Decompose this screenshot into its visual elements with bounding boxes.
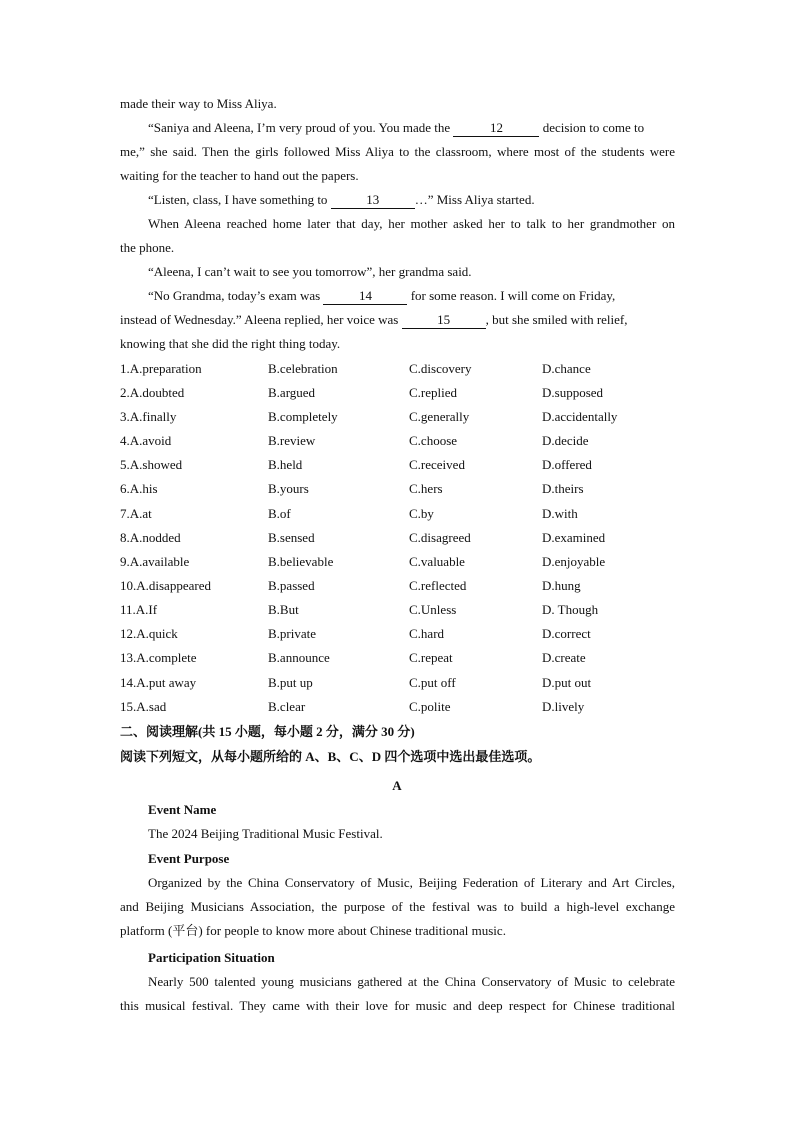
- option-c: C.Unless: [409, 602, 457, 617]
- event-name-heading: Event Name: [148, 802, 217, 817]
- option-b: B.review: [268, 433, 316, 448]
- passage-line-2-tail: decision to come to: [539, 120, 645, 135]
- option-b: B.of: [268, 506, 291, 521]
- option-b: B.completely: [268, 409, 338, 424]
- participation-line-2: this musical festival. They came with their love for music and deep respect for Chinese traditional: [120, 998, 675, 1013]
- passage-line-10: [120, 310, 675, 330]
- passage-line-11: knowing that she did the right thing today.: [120, 336, 341, 351]
- option-row-10: [120, 576, 680, 596]
- option-a: 10.A.disappeared: [120, 578, 211, 593]
- option-row-5: [120, 455, 680, 475]
- option-c: C.disagreed: [409, 530, 471, 545]
- option-a: 8.A.nodded: [120, 530, 181, 545]
- option-a: 6.A.his: [120, 481, 158, 496]
- option-c: C.hard: [409, 626, 445, 641]
- option-d: D.lively: [542, 699, 585, 714]
- option-b: B.announce: [268, 650, 330, 665]
- passage-line-5: [148, 190, 675, 210]
- option-c: C.valuable: [409, 554, 465, 569]
- option-a: 13.A.complete: [120, 650, 197, 665]
- option-c: C.reflected: [409, 578, 467, 593]
- event-purpose-line-3: platform (平台) for people to know more about Chinese traditional music.: [120, 923, 506, 938]
- passage-line-2: [148, 118, 675, 138]
- option-d: D.supposed: [542, 385, 604, 400]
- option-b: B.believable: [268, 554, 334, 569]
- option-row-6: [120, 479, 680, 499]
- option-row-2: [120, 383, 680, 403]
- option-b: B.clear: [268, 699, 306, 714]
- option-c: C.received: [409, 457, 465, 472]
- option-a: 4.A.avoid: [120, 433, 172, 448]
- passage-line-1: made their way to Miss Aliya.: [120, 96, 277, 111]
- option-d: D.examined: [542, 530, 606, 545]
- participation-line-1: Nearly 500 talented young musicians gathered at the China Conservatory of Music to celebrate: [148, 974, 675, 989]
- option-d: D.put out: [542, 675, 592, 690]
- option-row-15: [120, 697, 680, 717]
- passage-line-9-text: “No Grandma, today’s exam was: [148, 288, 324, 303]
- option-row-13: [120, 648, 680, 668]
- option-row-11: [120, 600, 680, 620]
- option-b: B.sensed: [268, 530, 315, 545]
- participation-heading: Participation Situation: [148, 950, 275, 965]
- passage-line-9: [148, 286, 675, 306]
- passage-line-4: waiting for the teacher to hand out the papers.: [120, 168, 359, 183]
- option-c: C.repeat: [409, 650, 453, 665]
- passage-line-3: me,” she said. Then the girls followed Miss Aliya to the classroom, where most of the students were: [120, 144, 675, 159]
- option-c: C.replied: [409, 385, 458, 400]
- option-d: D.theirs: [542, 481, 584, 496]
- option-a: 2.A.doubted: [120, 385, 185, 400]
- option-a: 5.A.showed: [120, 457, 183, 472]
- option-d: D.enjoyable: [542, 554, 606, 569]
- passage-line-8: “Aleena, I can’t wait to see you tomorrow”, her grandma said.: [148, 264, 472, 279]
- option-c: C.discovery: [409, 361, 472, 376]
- passage-line-6: When Aleena reached home later that day, her mother asked her to talk to her grandmother on: [148, 216, 675, 231]
- option-a: 12.A.quick: [120, 626, 178, 641]
- option-b: B.put up: [268, 675, 313, 690]
- option-b: B.yours: [268, 481, 309, 496]
- blank-12: 12: [453, 120, 539, 137]
- option-c: C.polite: [409, 699, 451, 714]
- option-b: B.held: [268, 457, 303, 472]
- option-c: C.hers: [409, 481, 443, 496]
- option-a: 15.A.sad: [120, 699, 167, 714]
- option-a: 14.A.put away: [120, 675, 197, 690]
- event-name-text: The 2024 Beijing Traditional Music Festival.: [148, 826, 383, 841]
- option-d: D.offered: [542, 457, 592, 472]
- option-c: C.by: [409, 506, 434, 521]
- option-d: D. Though: [542, 602, 599, 617]
- option-d: D.decide: [542, 433, 589, 448]
- option-b: B.But: [268, 602, 299, 617]
- option-c: C.put off: [409, 675, 456, 690]
- option-row-1: [120, 359, 680, 379]
- option-d: D.correct: [542, 626, 591, 641]
- blank-13: 13: [331, 192, 415, 209]
- option-row-4: [120, 431, 680, 451]
- section-instruction: 阅读下列短文，从每小题所给的 A、B、C、D 四个选项中选出最佳选项。: [120, 749, 541, 764]
- option-b: B.private: [268, 626, 317, 641]
- event-purpose-heading: Event Purpose: [148, 851, 230, 866]
- option-d: D.accidentally: [542, 409, 618, 424]
- option-d: D.with: [542, 506, 578, 521]
- option-row-7: [120, 504, 680, 524]
- option-row-3: [120, 407, 680, 427]
- option-a: 7.A.at: [120, 506, 152, 521]
- passage-line-10-tail: , but she smiled with relief,: [485, 312, 628, 327]
- passage-line-9-tail: for some reason. I will come on Friday,: [407, 288, 616, 303]
- option-d: D.chance: [542, 361, 591, 376]
- option-b: B.celebration: [268, 361, 338, 376]
- option-a: 9.A.available: [120, 554, 190, 569]
- section-title: 二、阅读理解(共 15 小题，每小题 2 分，满分 30 分): [120, 724, 415, 739]
- passage-line-5-tail: …” Miss Aliya started.: [414, 192, 535, 207]
- option-b: B.argued: [268, 385, 316, 400]
- option-row-12: [120, 624, 680, 644]
- passage-line-10-text: instead of Wednesday.” Aleena replied, her voice was: [120, 312, 402, 327]
- option-c: C.generally: [409, 409, 470, 424]
- option-b: B.passed: [268, 578, 315, 593]
- option-row-9: [120, 552, 680, 572]
- option-d: D.create: [542, 650, 586, 665]
- option-row-14: [120, 673, 680, 693]
- passage-line-2-text: “Saniya and Aleena, I’m very proud of you. You made the: [148, 120, 454, 135]
- event-purpose-line-1: Organized by the China Conservatory of Music, Beijing Federation of Literary and Art Circles,: [148, 875, 675, 890]
- option-a: 1.A.preparation: [120, 361, 202, 376]
- blank-14: 14: [323, 288, 407, 305]
- option-row-8: [120, 528, 680, 548]
- option-a: 11.A.If: [120, 602, 158, 617]
- passage-letter: A: [392, 778, 402, 793]
- option-c: C.choose: [409, 433, 458, 448]
- event-purpose-line-2: and Beijing Musicians Association, the purpose of the festival was to build a high-level exchange: [120, 899, 675, 914]
- option-d: D.hung: [542, 578, 581, 593]
- blank-15: 15: [402, 312, 486, 329]
- passage-line-5-text: “Listen, class, I have something to: [148, 192, 331, 207]
- passage-line-7: the phone.: [120, 240, 175, 255]
- option-a: 3.A.finally: [120, 409, 177, 424]
